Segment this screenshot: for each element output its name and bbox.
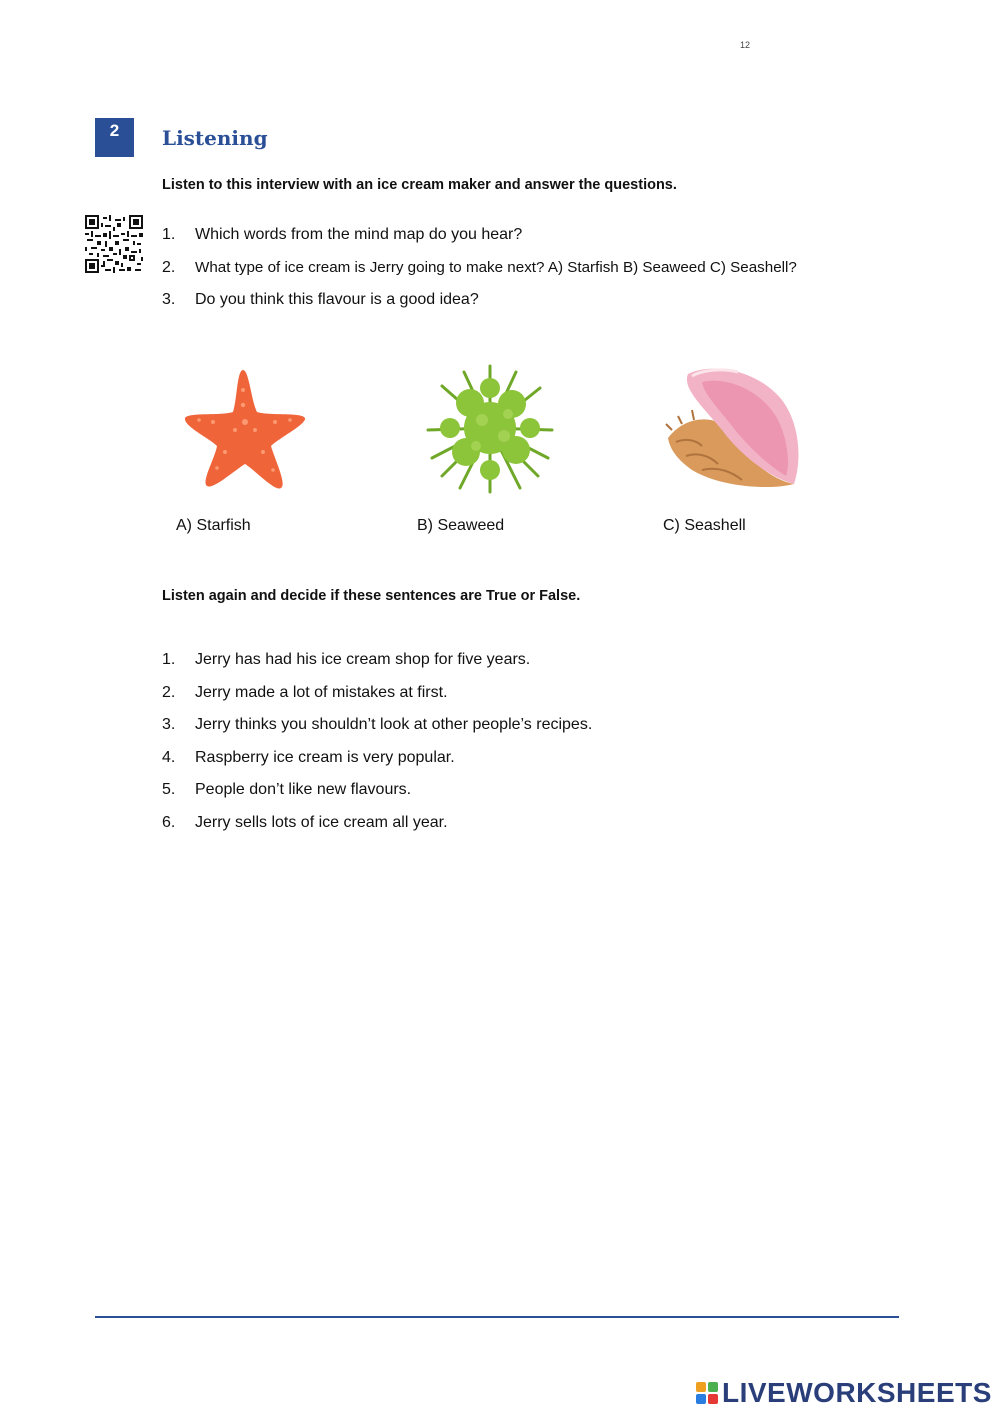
statement-item xyxy=(162,716,882,749)
statement-text: Raspberry ice cream is very popular. xyxy=(195,748,455,766)
qr-code-icon[interactable] xyxy=(85,215,143,273)
question-item xyxy=(162,291,882,324)
image-caption-seashell: C) Seashell xyxy=(663,517,746,534)
question-item xyxy=(162,259,882,292)
true-false-statements xyxy=(162,651,882,846)
statement-text: Jerry sells lots of ice cream all year. xyxy=(195,813,448,831)
statement-text: People don’t like new flavours. xyxy=(195,781,412,798)
statement-number: 5. xyxy=(162,781,176,798)
question-text: Do you think this flavour is a good idea? xyxy=(195,291,479,308)
seashell-image xyxy=(662,360,802,500)
statement-text: Jerry thinks you shouldn’t look at other people’s recipes. xyxy=(195,716,593,733)
statement-number: 4. xyxy=(162,748,176,766)
liveworksheets-logo-icon xyxy=(696,1382,718,1404)
seaweed-image xyxy=(420,358,560,498)
question-item xyxy=(162,226,882,259)
liveworksheets-brand[interactable] xyxy=(696,1377,992,1409)
statement-number: 1. xyxy=(162,651,176,668)
statement-number: 6. xyxy=(162,813,176,831)
section-number-badge: 2 xyxy=(95,118,134,157)
question-number: 3. xyxy=(162,291,176,308)
question-number: 1. xyxy=(162,226,176,243)
image-caption-starfish: A) Starfish xyxy=(176,517,251,534)
liveworksheets-wordmark: LIVEWORKSHEETS xyxy=(722,1377,992,1408)
instruction-questions: Listen to this interview with an ice cream maker and answer the questions. xyxy=(162,177,677,193)
image-caption-seaweed: B) Seaweed xyxy=(417,517,505,534)
footer-divider xyxy=(95,1316,899,1318)
statement-number: 3. xyxy=(162,716,176,733)
statement-item xyxy=(162,684,882,717)
statement-text: Jerry made a lot of mistakes at first. xyxy=(195,683,448,701)
starfish-image xyxy=(175,360,315,500)
question-text: What type of ice cream is Jerry going to make next? A) Starfish B) Seaweed C) Seashell? xyxy=(195,258,797,276)
question-number: 2. xyxy=(162,258,176,276)
comprehension-questions xyxy=(162,226,882,324)
statement-item xyxy=(162,814,882,847)
instruction-true-false: Listen again and decide if these sentences are True or False. xyxy=(162,588,581,604)
question-text: Which words from the mind map do you hear? xyxy=(195,226,523,243)
statement-item xyxy=(162,651,882,684)
statement-item xyxy=(162,749,882,782)
statement-number: 2. xyxy=(162,683,176,701)
statement-item xyxy=(162,781,882,814)
statement-text: Jerry has had his ice cream shop for five years. xyxy=(195,651,531,668)
section-title: Listening xyxy=(162,126,268,150)
page-top-mark: 12 xyxy=(740,40,751,50)
